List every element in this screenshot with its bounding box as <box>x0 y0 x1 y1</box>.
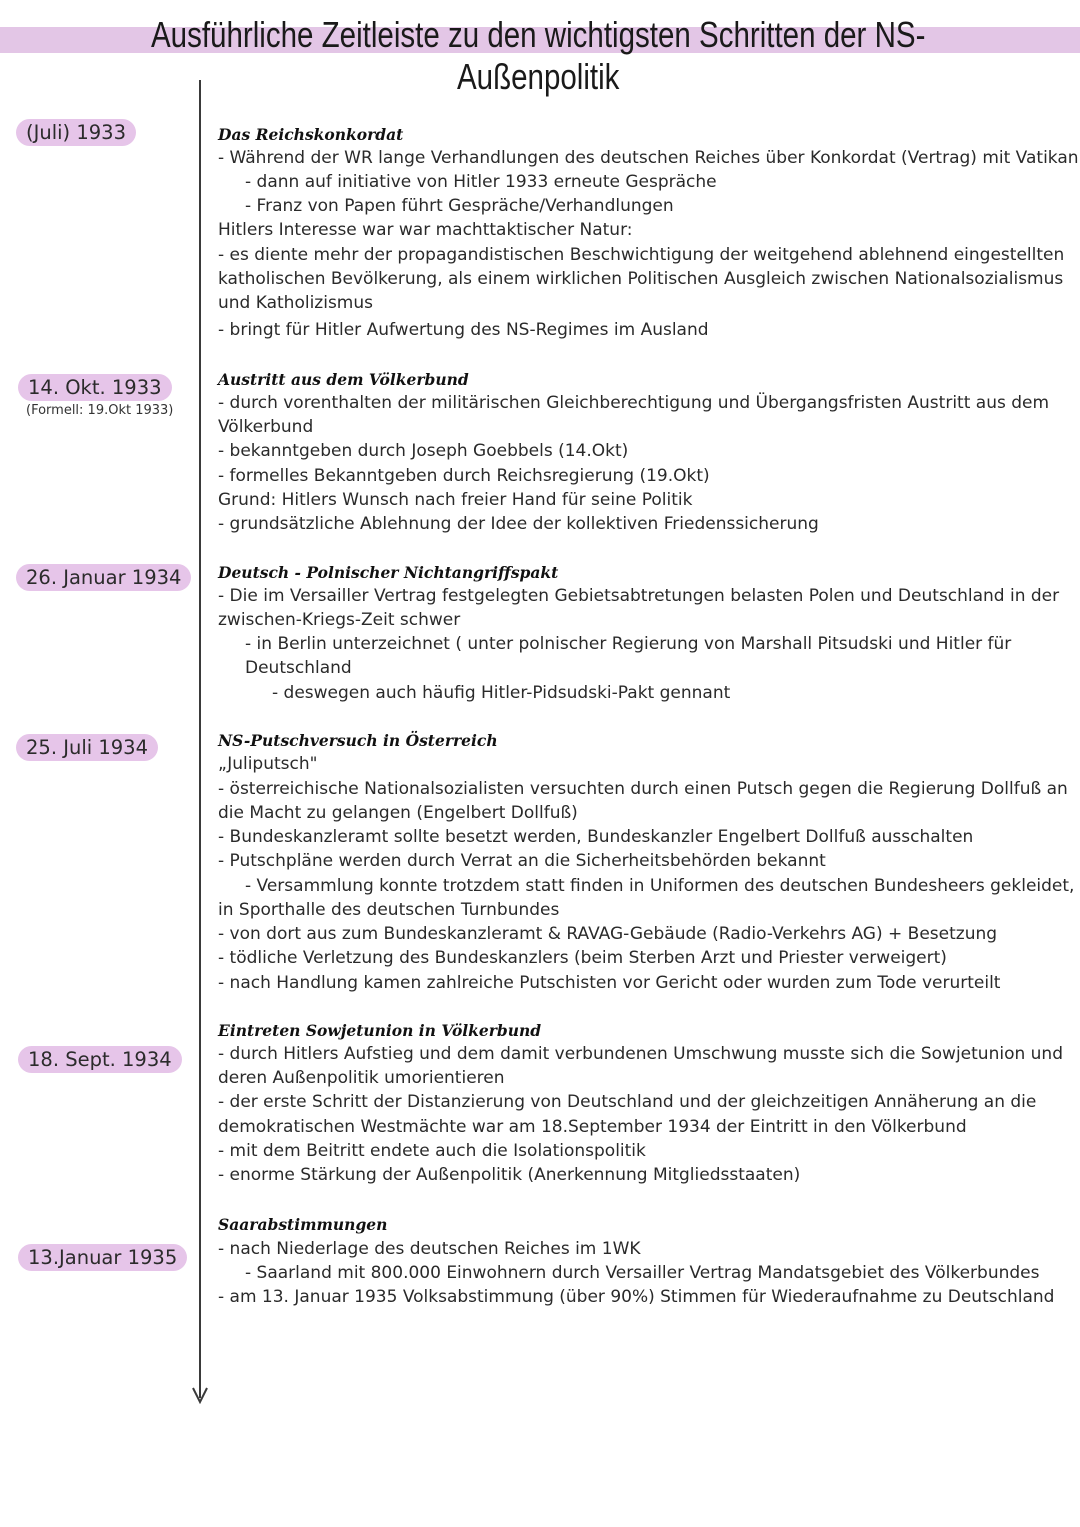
event-line: in Sporthalle des deutschen Turnbundes <box>218 900 560 920</box>
event-line: - grundsätzliche Ablehnung der Idee der kollektiven Friedenssicherung <box>218 514 819 534</box>
event-line: - Während der WR lange Verhandlungen des deutschen Reiches über Konkordat (Vertrag) mit Vatikan <box>218 148 1079 168</box>
event-line: - von dort aus zum Bundeskanzleramt & RAVAG-Gebäude (Radio-Verkehrs AG) + Besetzung <box>218 924 998 944</box>
event-date: (Juli) 1933 <box>16 119 136 146</box>
event-line: - deswegen auch häufig Hitler-Pidsudski-Pakt gennant <box>272 683 731 703</box>
event-line: - österreichische Nationalsozialisten versuchten durch einen Putsch gegen die Regierung Dollfuß an <box>218 779 1068 799</box>
event-heading: Deutsch - Polnischer Nichtangriffspakt <box>218 563 559 582</box>
event-line: - Die im Versailler Vertrag festgelegten Gebietsabtretungen belasten Polen und Deutschland in der <box>218 586 1060 606</box>
event-line: - in Berlin unterzeichnet ( unter polnischer Regierung von Marshall Pitsudski und Hitler für <box>245 634 1012 654</box>
event-line: - Franz von Papen führt Gespräche/Verhandlungen <box>245 196 674 216</box>
event-line: - Bundeskanzleramt sollte besetzt werden, Bundeskanzler Engelbert Dollfuß ausschalten <box>218 827 974 847</box>
event-heading: NS-Putschversuch in Österreich <box>218 731 498 750</box>
event-date: 13.Januar 1935 <box>18 1244 187 1271</box>
event-line: - mit dem Beitritt endete auch die Isolationspolitik <box>218 1141 646 1161</box>
event-line: - Saarland mit 800.000 Einwohnern durch Versailler Vertrag Mandatsgebiet des Völkerbundes <box>245 1263 1040 1283</box>
event-line: „Juliputsch" <box>218 754 318 774</box>
event-heading: Austritt aus dem Völkerbund <box>218 370 469 389</box>
event-line: - dann auf initiative von Hitler 1933 erneute Gespräche <box>245 172 717 192</box>
event-date: 14. Okt. 1933 <box>18 374 172 401</box>
event-line: katholischen Bevölkerung, als einem wirklichen Politischen Ausgleich zwischen Nationalsozialismus <box>218 269 1064 289</box>
event-date: 25. Juli 1934 <box>16 734 158 761</box>
event-line: - durch Hitlers Aufstieg und dem damit verbundenen Umschwung musste sich die Sowjetunion und <box>218 1044 1063 1064</box>
event-line: - Versammlung konnte trotzdem statt finden in Uniformen des deutschen Bundesheers gekleidet, <box>245 876 1075 896</box>
event-line: und Katholizismus <box>218 293 373 313</box>
event-line: - am 13. Januar 1935 Volksabstimmung (über 90%) Stimmen für Wiederaufnahme zu Deutschland <box>218 1287 1055 1307</box>
event-line: Grund: Hitlers Wunsch nach freier Hand für seine Politik <box>218 490 693 510</box>
event-line: - durch vorenthalten der militärischen Gleichberechtigung und Übergangsfristen Austritt aus dem <box>218 393 1050 413</box>
event-line: - es diente mehr der propagandistischen Beschwichtigung der weitgehend ablehnend eingestellten <box>218 245 1065 265</box>
arrow-down-icon <box>190 1382 210 1404</box>
event-line: zwischen-Kriegs-Zeit schwer <box>218 610 461 630</box>
event-line: - formelles Bekanntgeben durch Reichsregierung (19.Okt) <box>218 466 710 486</box>
event-line: Hitlers Interesse war war machttaktischer Natur: <box>218 220 633 240</box>
event-line: - enorme Stärkung der Außenpolitik (Anerkennung Mitgliedsstaaten) <box>218 1165 801 1185</box>
event-line: demokratischen Westmächte war am 18.September 1934 der Eintritt in den Völkerbund <box>218 1117 967 1137</box>
event-line: die Macht zu gelangen (Engelbert Dollfuß) <box>218 803 578 823</box>
event-line: Völkerbund <box>218 417 314 437</box>
event-line: Deutschland <box>245 658 352 678</box>
event-line: - Putschpläne werden durch Verrat an die Sicherheitsbehörden bekannt <box>218 851 826 871</box>
event-date-note: (Formell: 19.Okt 1933) <box>26 403 174 418</box>
event-line: - bringt für Hitler Aufwertung des NS-Regimes im Ausland <box>218 320 709 340</box>
event-heading: Das Reichskonkordat <box>218 125 404 144</box>
event-line: - bekanntgeben durch Joseph Goebbels (14.Okt) <box>218 441 629 461</box>
event-line: - nach Handlung kamen zahlreiche Putschisten vor Gericht oder wurden zum Tode verurteilt <box>218 973 1001 993</box>
timeline-axis <box>199 80 201 1398</box>
event-line: deren Außenpolitik umorientieren <box>218 1068 505 1088</box>
event-heading: Saarabstimmungen <box>218 1215 388 1234</box>
page-title: Ausführliche Zeitleiste zu den wichtigsten Schritten der NS-Außenpolitik <box>150 14 926 97</box>
event-line: - der erste Schritt der Distanzierung von Deutschland und der gleichzeitigen Annäherung an die <box>218 1092 1037 1112</box>
event-line: - tödliche Verletzung des Bundeskanzlers (beim Sterben Arzt und Priester verweigert) <box>218 948 947 968</box>
event-heading: Eintreten Sowjetunion in Völkerbund <box>218 1021 542 1040</box>
event-date: 26. Januar 1934 <box>16 564 191 591</box>
event-line: - nach Niederlage des deutschen Reiches im 1WK <box>218 1239 641 1259</box>
event-date: 18. Sept. 1934 <box>18 1046 182 1073</box>
